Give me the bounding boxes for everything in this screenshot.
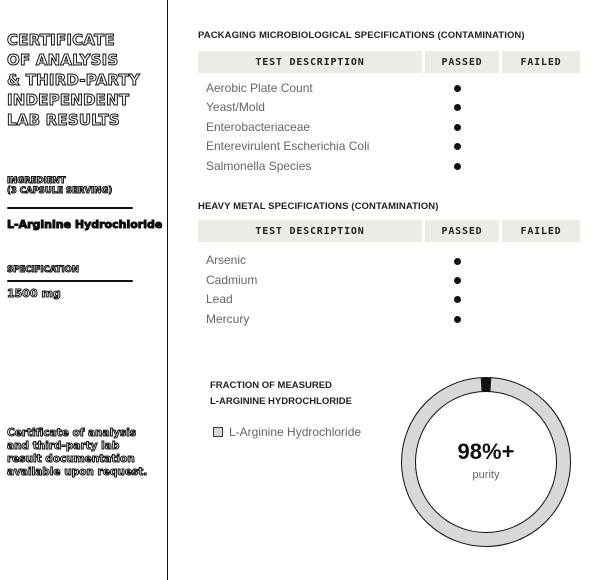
purity-caption: purity (472, 469, 500, 481)
table-row: Arsenic (206, 253, 247, 267)
table-row: Mercury (206, 312, 250, 326)
title-line: OF ANALYSIS (7, 51, 119, 69)
col-failed: FAILED (502, 220, 580, 242)
col-test-description: TEST DESCRIPTION (198, 220, 422, 242)
table-row: Salmonella Species (206, 159, 312, 173)
metal-table-header (198, 220, 580, 242)
passed-dot (454, 124, 461, 131)
purity-donut-chart (394, 370, 578, 554)
fraction-heading-line: L-ARGININE HYDROCHLORIDE (210, 396, 352, 407)
legend-swatch (213, 427, 223, 437)
col-passed: PASSED (425, 51, 499, 73)
col-passed: PASSED (425, 220, 499, 242)
passed-dot (454, 296, 461, 303)
certificate-title (7, 30, 165, 130)
table-row: Lead (206, 292, 233, 306)
table-row: Yeast/Mold (206, 100, 265, 114)
title-line: INDEPENDENT (7, 91, 130, 109)
fraction-heading-line: FRACTION OF MEASURED (210, 380, 332, 391)
title-line: & THIRD-PARTY (7, 71, 140, 89)
passed-dot (454, 85, 461, 92)
title-line: LAB RESULTS (7, 111, 120, 129)
ingredient-rule (7, 207, 133, 209)
title-line: CERTIFICATE (7, 31, 115, 49)
col-test-description: TEST DESCRIPTION (198, 51, 422, 73)
passed-dot (454, 104, 461, 111)
table-row: Enterevirulent Escherichia Coli (206, 139, 370, 153)
passed-dot (454, 316, 461, 323)
passed-dot (454, 143, 461, 150)
table-row: Aerobic Plate Count (206, 81, 313, 95)
serving-label: (3 CAPSULE SERVING) (7, 186, 113, 196)
ingredient-value: L-Arginine Hydrochloride (7, 218, 163, 231)
micro-table-header (198, 51, 580, 73)
specification-rule (7, 280, 133, 282)
left-sidebar (0, 0, 168, 580)
col-failed: FAILED (502, 51, 580, 73)
certificate-note: Certificate of analysis and third-party lab result documentation available upon request. (7, 427, 148, 478)
legend-label: L-Arginine Hydrochloride (229, 425, 362, 439)
passed-dot (454, 163, 461, 170)
specification-label: SPECIFICATION (7, 265, 79, 275)
passed-dot (454, 258, 461, 265)
specification-value: 1500 mg (7, 287, 61, 300)
micro-heading: PACKAGING MICROBIOLOGICAL SPECIFICATIONS (CONTAMINATION) (198, 30, 525, 41)
table-row: Cadmium (206, 273, 258, 287)
table-row: Enterobacteriaceae (206, 120, 311, 134)
fraction-heading (210, 378, 352, 410)
chart-legend (213, 425, 361, 439)
passed-dot (454, 277, 461, 284)
ingredient-label: INGREDIENT (7, 176, 66, 186)
metal-heading: HEAVY METAL SPECIFICATIONS (CONTAMINATION) (198, 201, 439, 212)
purity-value: 98%+ (457, 439, 515, 464)
